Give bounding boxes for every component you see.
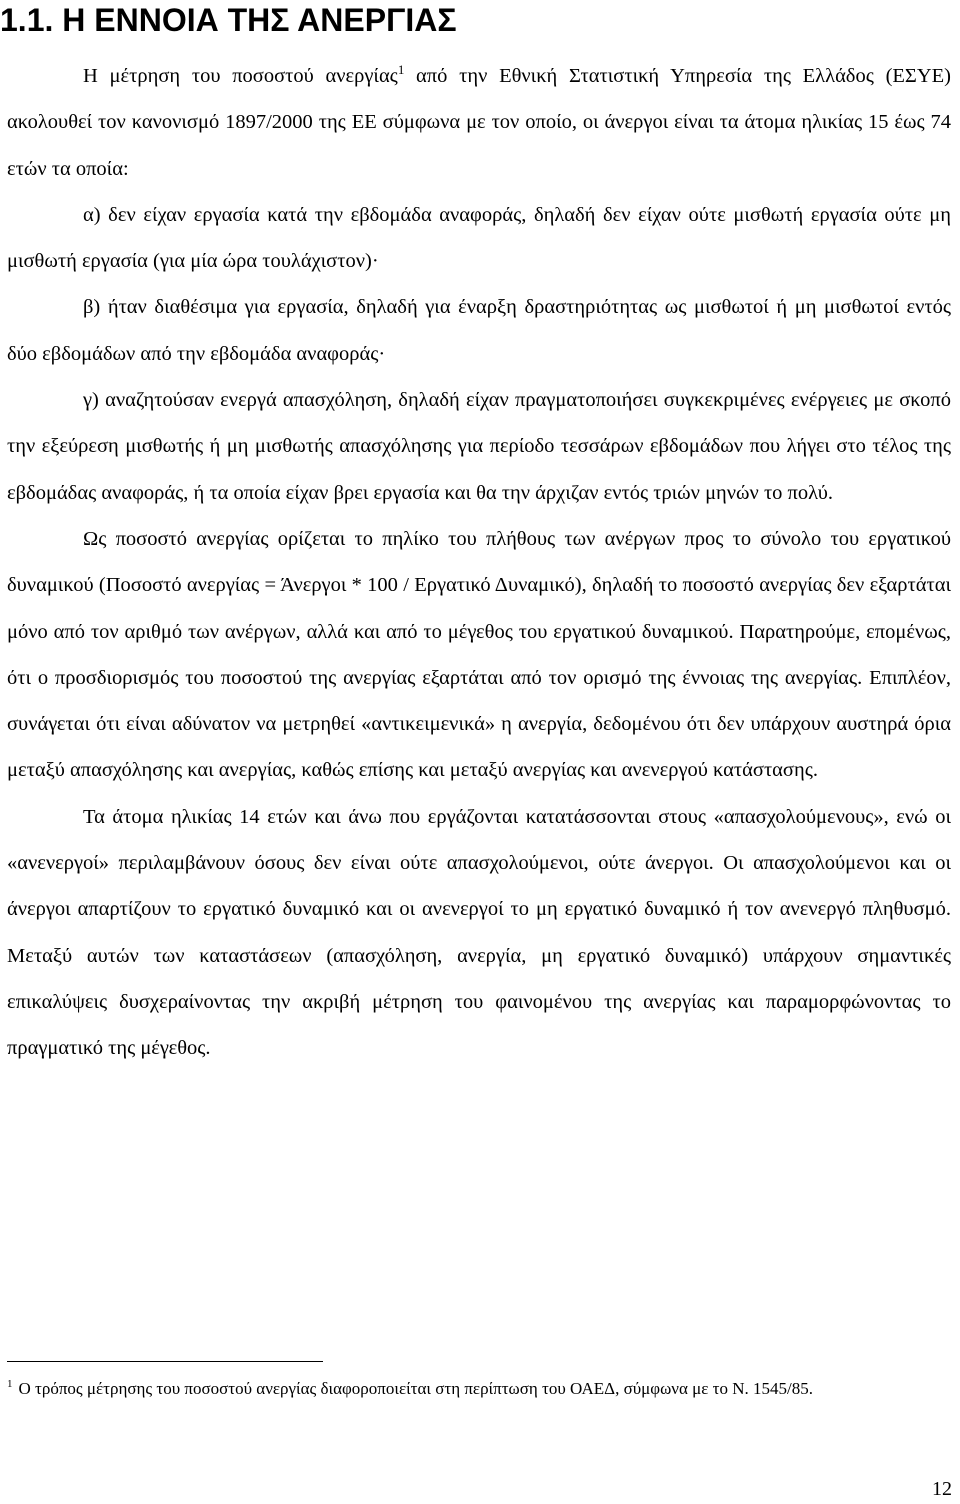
paragraph-categories: Τα άτομα ηλικίας 14 ετών και άνω που εργάζονται κατατάσσονται στους «απασχολούμενους», ενώ οι «ανενεργοί» περιλαμβάνουν όσους δεν είναι ούτε απασχολούμενοι, ούτε άνεργοι. Οι απασχολούμενοι και οι άνεργοι απαρτίζουν το εργατικό δυναμικό και οι ανενεργοί το μη εργατικό δυναμικό ή τον ανενεργό πληθυσμό. Μεταξύ αυτών των καταστάσεων (απασχόληση, ανεργία, μη εργατικό δυναμικό) υπάρχουν σημαντικές επικαλύψεις δυσχεραίνοντας την ακριβή μέτρηση του φαινομένου της ανεργίας και παραμορφώνοντας το πραγματικό της μέγεθος. — [7, 805, 951, 1060]
intro-text-before: Η μέτρηση του ποσοστού ανεργίας — [83, 65, 398, 87]
footnote-reference: 1 — [397, 62, 405, 78]
footnote-separator — [7, 1361, 323, 1362]
footnote-mark: 1 — [7, 1378, 13, 1391]
criterion-a: α) δεν είχαν εργασία κατά την εβδομάδα αναφοράς, δηλαδή δεν είχαν ούτε μισθωτή εργασία ούτε μη μισθωτή εργασία (για μία ώρα τουλάχιστον)· — [7, 203, 951, 273]
page-number: 12 — [932, 1478, 952, 1500]
document-body — [7, 53, 951, 1072]
footnote — [7, 1375, 920, 1402]
criterion-b: β) ήταν διαθέσιμα για εργασία, δηλαδή για έναρξη δραστηριότητας ως μισθωτοί ή μη μισθωτοί εντός δύο εβδομάδων από την εβδομάδα αναφοράς· — [7, 296, 951, 365]
footnote-text: Ο τρόπος μέτρησης του ποσοστού ανεργίας διαφοροποιείται στη περίπτωση του ΟΑΕΔ, σύμφωνα με το Ν. 1545/85. — [18, 1379, 813, 1398]
paragraph-intro — [7, 53, 951, 192]
intro-text-after: από την Εθνική Στατιστική Υπηρεσία της Ελλάδος (ΕΣΥΕ) ακολουθεί τον κανονισμό 1897/2000 της ΕΕ σύμφωνα με τον οποίο, οι άνεργοι είναι τα άτομα ηλικίας 15 έως 74 ετών τα οποία: — [7, 65, 951, 180]
section-heading: 1.1. Η ΕΝΝΟΙΑ ΤΗΣ ΑΝΕΡΓΙΑΣ — [0, 2, 457, 38]
paragraph-definition: Ως ποσοστό ανεργίας ορίζεται το πηλίκο του πλήθους των ανέργων προς το σύνολο του εργατικού δυναμικού (Ποσοστό ανεργίας = Άνεργοι * 100 / Εργατικό Δυναμικό), δηλαδή το ποσοστό ανεργίας δεν εξαρτάται μόνο από τον αριθμό των ανέργων, αλλά και από το μέγεθος του εργατικού δυναμικού. Παρατηρούμε, επομένως, ότι ο προσδιορισμός του ποσοστού της ανεργίας εξαρτάται από τον ορισμό της έννοιας της ανεργίας. Επιπλέον, συνάγεται ότι είναι αδύνατον να μετρηθεί «αντικειμενικά» η ανεργία, δεδομένου ότι δεν υπάρχουν αυστηρά όρια μεταξύ απασχόλησης και ανεργίας, καθώς επίσης και μεταξύ ανεργίας και ανενεργού κατάστασης. — [7, 527, 951, 782]
criterion-c: γ) αναζητούσαν ενεργά απασχόληση, δηλαδή είχαν πραγματοποιήσει συγκεκριμένες ενέργειες με σκοπό την εξεύρεση μισθωτής ή μη μισθωτής απασχόλησης για περίοδο τεσσάρων εβδομάδων που λήγει στο τέλος της εβδομάδας αναφοράς, ή τα οποία είχαν βρει εργασία και θα την άρχιζαν εντός τριών μηνών το πολύ. — [7, 389, 951, 504]
